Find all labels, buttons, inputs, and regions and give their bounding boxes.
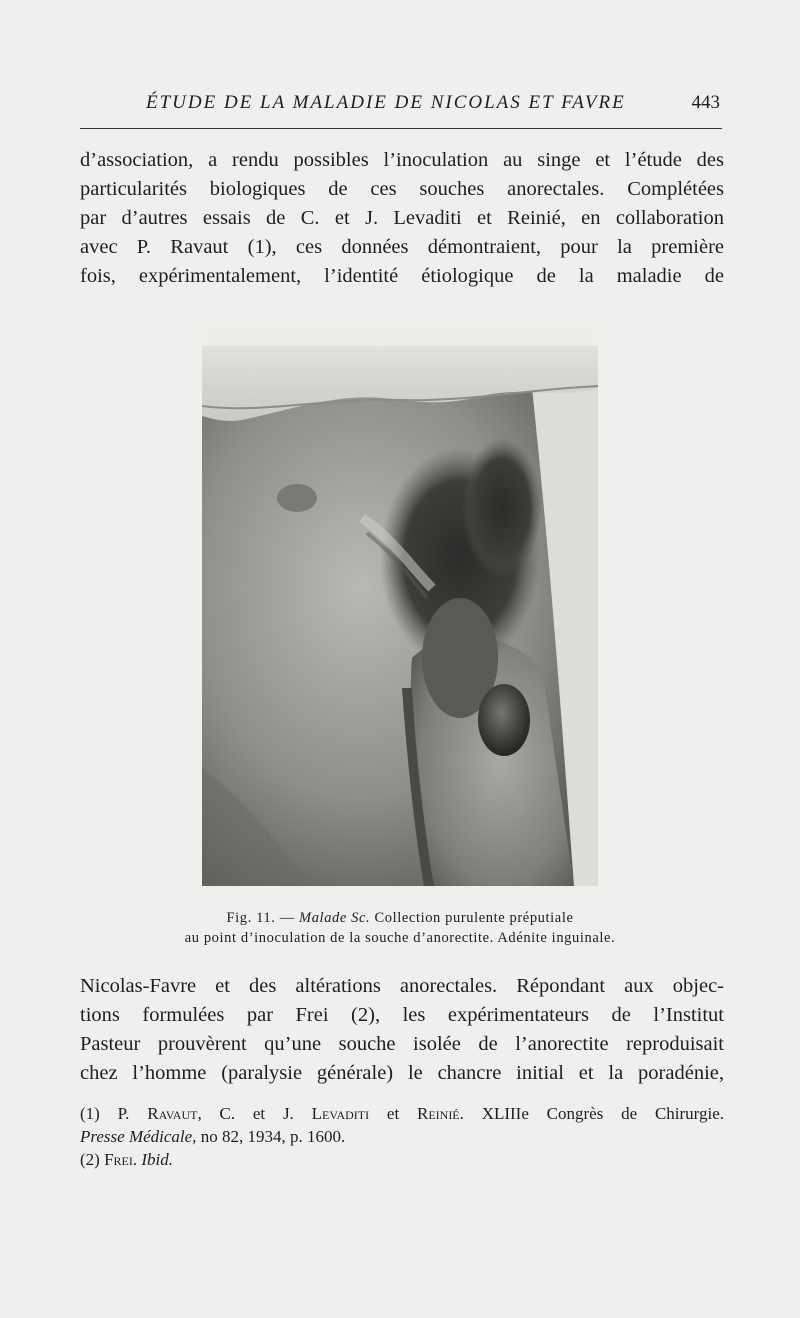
text-line: particularités biologiques de ces souches anorectales. Complétées <box>80 178 724 200</box>
footnote-text: . XLIIIe Congrès de Chirurgie. <box>459 1104 725 1123</box>
footnote-ibid: Ibid. <box>141 1150 174 1169</box>
text-line: tions formulées par Frei (2), les expérimentateurs de l’Institut <box>80 1004 724 1026</box>
footnote-marker: (2) <box>80 1150 100 1169</box>
paragraph-bottom <box>80 972 724 1088</box>
footnote-text: , C. et J. <box>197 1104 294 1123</box>
caption-text: Collection purulente préputiale <box>374 910 574 926</box>
caption-patient: Malade Sc. <box>299 910 371 926</box>
footnote-journal: Presse Médicale, <box>80 1127 197 1146</box>
paragraph-top <box>80 146 724 291</box>
clinical-photo <box>202 328 598 886</box>
text-line: Nicolas-Favre et des altérations anorectales. Répondant aux objec- <box>80 975 724 997</box>
running-head <box>80 92 720 122</box>
footnotes <box>80 1102 724 1171</box>
caption-label: Fig. 11. — <box>226 910 295 926</box>
footnote-1 <box>80 1102 724 1125</box>
text-line: fois, expérimentalement, l’identité étiologique de la maladie de <box>80 265 724 287</box>
figure-photograph <box>202 328 598 886</box>
footnote-author: Ravaut <box>147 1104 198 1123</box>
figure-caption-line-1 <box>80 910 720 927</box>
running-title: ÉTUDE DE LA MALADIE DE NICOLAS ET FAVRE <box>146 92 626 113</box>
footnote-author: Reinié <box>416 1104 460 1123</box>
text-line: Pasteur prouvèrent qu’une souche isolée de l’anorectite reproduisait <box>80 1033 724 1055</box>
page-number: 443 <box>691 92 720 113</box>
footnote-author: Levaditi <box>311 1104 370 1123</box>
footnote-2: (2) Frei. Ibid. <box>80 1150 174 1169</box>
footnote-reference: no 82, 1934, p. 1600. <box>200 1127 346 1146</box>
text-line: chez l’homme (paralysie générale) le chancre initial et la poradénie, <box>80 1062 724 1084</box>
text-line: par d’autres essais de C. et J. Levaditi et Reinié, en collaboration <box>80 207 724 229</box>
footnote-marker: (1) P. <box>80 1104 130 1123</box>
header-rule <box>80 128 722 129</box>
footnote-1-continued <box>80 1125 724 1148</box>
text-line: avec P. Ravaut (1), ces données démontraient, pour la première <box>80 236 724 258</box>
footnote-text: et <box>386 1104 400 1123</box>
text-line: d’association, a rendu possibles l’inoculation au singe et l’étude des <box>80 149 724 171</box>
figure-caption-line-2: au point d’inoculation de la souche d’anorectite. Adénite inguinale. <box>184 930 616 946</box>
footnote-author: Frei <box>104 1150 133 1169</box>
